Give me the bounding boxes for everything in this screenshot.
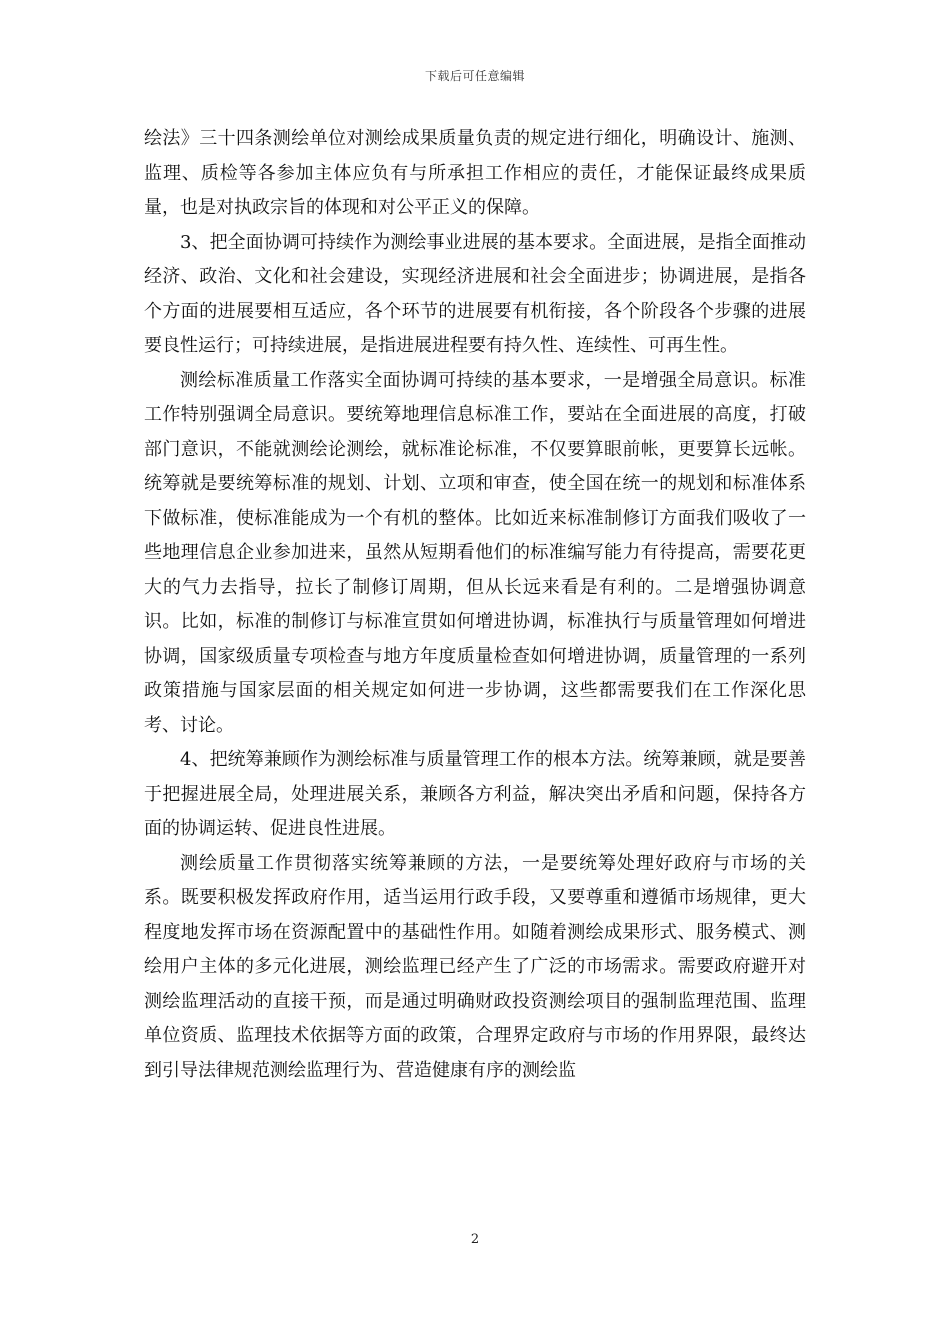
paragraph-5: 测绘质量工作贯彻落实统筹兼顾的方法，一是要统筹处理好政府与市场的关系。既要积极发挥政府作用，适当运用行政手段，又要尊重和遵循市场规律，更大程度地发挥市场在资源配置中的基础性作用。如随着测绘成果形式、服务模式、测绘用户主体的多元化进展，测绘监理已经产生了广泛的市场需求。需要政府避开对测绘监理活动的直接干预，而是通过明确财政投资测绘项目的强制监理范围、监理单位资质、监理技术依据等方面的政策，合理界定政府与市场的作用界限，最终达到引导法律规范测绘监理行为、营造健康有序的测绘监 — [144, 852, 806, 1081]
page-number: 2 — [470, 1232, 480, 1247]
paragraph-4: 4、把统筹兼顾作为测绘标准与质量管理工作的根本方法。统筹兼顾，就是要善于把握进展全局，处理进展关系，兼顾各方利益，解决突出矛盾和问题，保持各方面的协调运转、促进良性进展。 — [144, 749, 806, 839]
paragraph-1: 绘法》三十四条测绘单位对测绘成果质量负责的规定进行细化，明确设计、施测、监理、质检等各参加主体应负有与所承担工作相应的责任，才能保证最终成果质量，也是对执政宗旨的体现和对公平正义的保障。 — [144, 128, 806, 218]
paragraph-3: 测绘标准质量工作落实全面协调可持续的基本要求，一是增强全局意识。标准工作特别强调全局意识。要统筹地理信息标准工作，要站在全面进展的高度，打破部门意识，不能就测绘论测绘，就标准论标准，不仅要算眼前帐，更要算长远帐。统筹就是要统筹标准的规划、计划、立项和审查，使全国在统一的规划和标准体系下做标准，使标准能成为一个有机的整体。比如近来标准制修订方面我们吸收了一些地理信息企业参加进来，虽然从短期看他们的标准编写能力有待提高，需要花更大的气力去指导，拉长了制修订周期，但从长远来看是有利的。二是增强协调意识。比如，标准的制修订与标准宣贯如何增进协调，标准执行与质量管理如何增进协调，国家级质量专项检查与地方年度质量检查如何增进协调，质量管理的一系列政策措施与国家层面的相关规定如何进一步协调，这些都需要我们在工作深化思考、讨论。 — [144, 369, 806, 736]
paragraph-2: 3、把全面协调可持续作为测绘事业进展的基本要求。全面进展，是指全面推动经济、政治、文化和社会建设，实现经济进展和社会全面进步；协调进展，是指各个方面的进展要相互适应，各个环节的进展要有机衔接，各个阶段各个步骤的进展要良性运行；可持续进展，是指进展进程要有持久性、连续性、可再生性。 — [144, 231, 806, 356]
page-header: 下载后可任意编辑 — [424, 69, 525, 83]
document-body — [144, 122, 806, 1088]
